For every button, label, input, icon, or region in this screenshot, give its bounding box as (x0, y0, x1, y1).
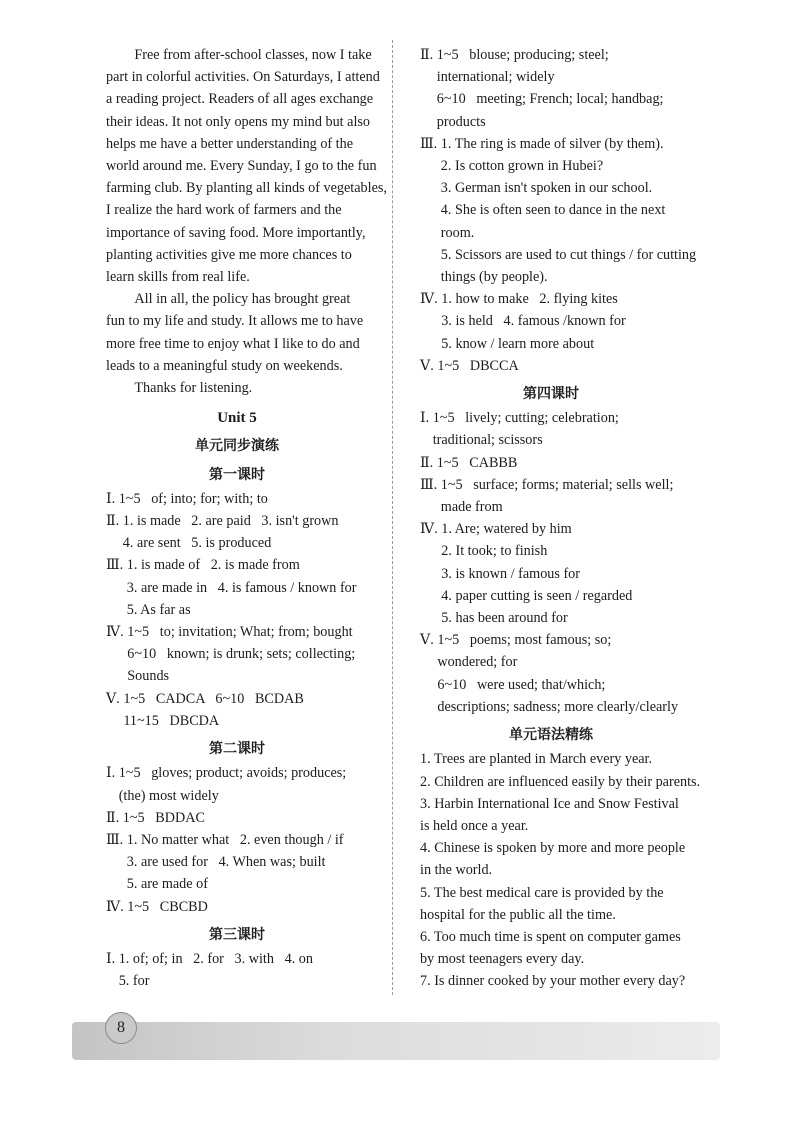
item-lines (123, 807, 368, 829)
answer-item (106, 621, 368, 688)
answer-item (420, 407, 682, 451)
lesson-title: 第四课时 (523, 386, 579, 403)
item-number: Ⅱ. (106, 809, 123, 826)
lesson-title: 第二课时 (209, 741, 265, 758)
item-number: Ⅴ. (420, 357, 438, 374)
item-line: 1. is made 2. are paid 3. isn't grown (122, 513, 339, 530)
item-line: 5. has been around for (441, 610, 568, 627)
item-line: 1~5 BDDAC (122, 809, 205, 826)
answer-item (106, 829, 368, 896)
grammar-line: hospital for the public all the time. (420, 906, 616, 923)
item-line: 1~5 poems; most famous; so; (437, 632, 612, 649)
item-line: made from (440, 499, 503, 516)
item-line: 1. Are; watered by him (441, 521, 572, 538)
grammar-line: 3. Harbin International Ice and Snow Festival (420, 795, 679, 812)
item-number: Ⅱ. (106, 513, 123, 530)
paragraph-line: more free time to enjoy what I like to do and (106, 335, 360, 352)
item-line: 1~5 CABBB (436, 454, 518, 471)
closing-line (106, 377, 368, 399)
item-line: 1~5 of; into; for; with; to (118, 490, 268, 507)
item-lines (437, 44, 682, 133)
paragraph-line: All in all, the policy has brought great (134, 291, 351, 308)
grammar-line: 7. Is dinner cooked by your mother every day? (420, 973, 686, 990)
item-line: room. (440, 224, 475, 241)
paragraph-line: leads to a meaningful study on weekends. (106, 357, 343, 374)
item-line: 1~5 DBCCA (437, 357, 519, 374)
item-line: 1~5 gloves; product; avoids; produces; (118, 765, 347, 782)
item-number: Ⅰ. (106, 490, 119, 507)
item-number: Ⅳ. (420, 521, 442, 538)
lesson-title: 第一课时 (209, 466, 265, 483)
item-lines (441, 518, 682, 629)
item-lines (119, 948, 368, 992)
paragraph-line: their ideas. It not only opens my mind but also (106, 113, 371, 130)
item-lines (437, 629, 682, 718)
item-lines (123, 688, 368, 732)
answer-item (420, 629, 682, 718)
item-number: Ⅲ. (420, 135, 441, 152)
item-number: Ⅲ. (106, 557, 127, 574)
answer-item (106, 488, 368, 510)
paragraph-line: a reading project. Readers of all ages exchange (106, 91, 374, 108)
item-line: 5. for (118, 973, 150, 990)
item-line: 5. Scissors are used to cut things / for cutting (440, 246, 697, 263)
item-line: 3. is known / famous for (441, 565, 580, 582)
item-lines (127, 621, 368, 688)
left-column (106, 44, 387, 992)
grammar-line: is held once a year. (420, 817, 529, 834)
item-lines (127, 896, 368, 918)
paragraph-line: Thanks for listening. (134, 380, 253, 397)
item-lines (441, 133, 696, 288)
item-number: Ⅱ. (420, 47, 437, 63)
column-divider (392, 40, 393, 995)
unit-title: Unit 5 (217, 410, 257, 427)
item-number: Ⅴ. (106, 690, 124, 707)
item-line: (the) most widely (118, 787, 219, 804)
paragraph-line: planting activities give me more chances to (106, 246, 352, 263)
item-number: Ⅳ. (420, 291, 442, 308)
item-line: 6~10 known; is drunk; sets; collecting; (127, 646, 356, 663)
grammar-line: 6. Too much time is spent on computer games (420, 928, 681, 945)
right-column (420, 44, 701, 993)
speech-paragraph (106, 44, 387, 288)
paragraph-line: world around me. Every Sunday, I go to the fun (106, 158, 377, 175)
grammar-line: by most teenagers every day. (420, 951, 585, 968)
item-number: Ⅴ. (420, 632, 438, 649)
item-line: 4. are sent 5. is produced (122, 535, 272, 552)
item-lines (119, 762, 368, 806)
item-line: 6~10 meeting; French; local; handbag; (436, 91, 664, 108)
paragraph-line: helps me have a better understanding of the (106, 135, 354, 152)
answer-item (106, 762, 368, 806)
answer-item (420, 518, 682, 629)
grammar-line: 4. Chinese is spoken by more and more people (420, 840, 686, 857)
page-number: 8 (105, 1012, 137, 1044)
item-lines (437, 452, 682, 474)
grammar-title: 单元语法精练 (509, 727, 593, 744)
answer-item (420, 288, 682, 355)
grammar-list (420, 748, 701, 992)
answer-item (420, 355, 682, 377)
paragraph-line: importance of saving food. More importantly, (106, 224, 366, 241)
item-line: 1~5 CBCBD (127, 898, 208, 915)
paragraph-line: farming club. By planting all kinds of vegetables, (106, 180, 387, 197)
item-number: Ⅲ. (106, 831, 127, 848)
item-line: 4. She is often seen to dance in the next (440, 202, 666, 219)
item-number: Ⅳ. (106, 898, 128, 915)
item-line: 1. No matter what 2. even though / if (126, 831, 344, 848)
item-line: 1~5 lively; cutting; celebration; (432, 410, 619, 427)
item-line: Sounds (127, 668, 170, 685)
paragraph-line: Free from after-school classes, now I take (134, 47, 372, 63)
item-line: 3. is held 4. famous /known for (441, 313, 626, 330)
answer-item (106, 554, 368, 621)
item-line: 6~10 were used; that/which; (437, 676, 606, 693)
item-line: 3. are used for 4. When was; built (126, 854, 326, 871)
speech-paragraph (106, 288, 368, 377)
answer-item (106, 896, 368, 918)
answer-item (106, 510, 368, 554)
item-line: 3. German isn't spoken in our school. (440, 180, 653, 197)
answer-item (420, 452, 682, 474)
item-number: Ⅰ. (106, 950, 119, 967)
item-lines (437, 355, 682, 377)
answer-item (420, 474, 682, 518)
item-line: 1~5 blouse; producing; steel; (436, 47, 609, 63)
item-line: 2. It took; to finish (441, 543, 548, 560)
item-line: traditional; scissors (432, 432, 543, 449)
item-line: international; widely (436, 69, 555, 86)
item-line: 1. how to make 2. flying kites (441, 291, 618, 308)
item-number: Ⅱ. (420, 454, 437, 471)
item-lines (127, 554, 368, 621)
item-line: 4. paper cutting is seen / regarded (441, 587, 633, 604)
answer-item (420, 44, 682, 133)
item-line: 1~5 CADCA 6~10 BCDAB (123, 690, 304, 707)
paragraph-line: part in colorful activities. On Saturdays, I attend (106, 69, 380, 86)
item-lines (433, 407, 682, 451)
item-line: descriptions; sadness; more clearly/clearly (437, 698, 679, 715)
item-line: 5. As far as (126, 601, 191, 618)
item-lines (441, 474, 682, 518)
grammar-line: 5. The best medical care is provided by the (420, 884, 664, 901)
item-number: Ⅳ. (106, 624, 128, 641)
item-line: 1~5 to; invitation; What; from; bought (127, 624, 353, 641)
item-number: Ⅲ. (420, 476, 441, 493)
answer-item (106, 807, 368, 829)
item-line: 11~15 DBCDA (123, 712, 220, 729)
item-line: 3. are made in 4. is famous / known for (126, 579, 357, 596)
item-line: things (by people). (440, 269, 548, 286)
item-line: wondered; for (437, 654, 518, 671)
grammar-line: in the world. (420, 862, 493, 879)
section-title: 单元同步演练 (195, 438, 279, 455)
item-lines (123, 510, 368, 554)
answer-item (106, 688, 368, 732)
item-lines (119, 488, 368, 510)
item-lines (127, 829, 368, 896)
lesson-title: 第三课时 (209, 926, 265, 943)
item-line: 1~5 surface; forms; material; sells well; (440, 476, 674, 493)
item-number: Ⅰ. (420, 410, 433, 427)
footer-band (72, 1022, 720, 1060)
answer-item (106, 948, 368, 992)
grammar-line: 1. Trees are planted in March every year. (420, 751, 653, 768)
item-line: 1. The ring is made of silver (by them). (440, 135, 664, 152)
item-line: products (436, 113, 486, 130)
answer-item (420, 133, 697, 288)
item-number: Ⅰ. (106, 765, 119, 782)
grammar-line: 2. Children are influenced easily by their parents. (420, 773, 701, 790)
item-line: 1. is made of 2. is made from (126, 557, 300, 574)
item-line: 5. know / learn more about (441, 335, 595, 352)
paragraph-line: learn skills from real life. (106, 269, 250, 286)
paragraph-line: fun to my life and study. It allows me to have (106, 313, 364, 330)
paragraph-line: I realize the hard work of farmers and the (106, 202, 342, 219)
item-lines (441, 288, 682, 355)
item-line: 5. are made of (126, 876, 208, 893)
item-line: 1. of; of; in 2. for 3. with 4. on (118, 950, 313, 967)
item-line: 2. Is cotton grown in Hubei? (440, 158, 604, 175)
